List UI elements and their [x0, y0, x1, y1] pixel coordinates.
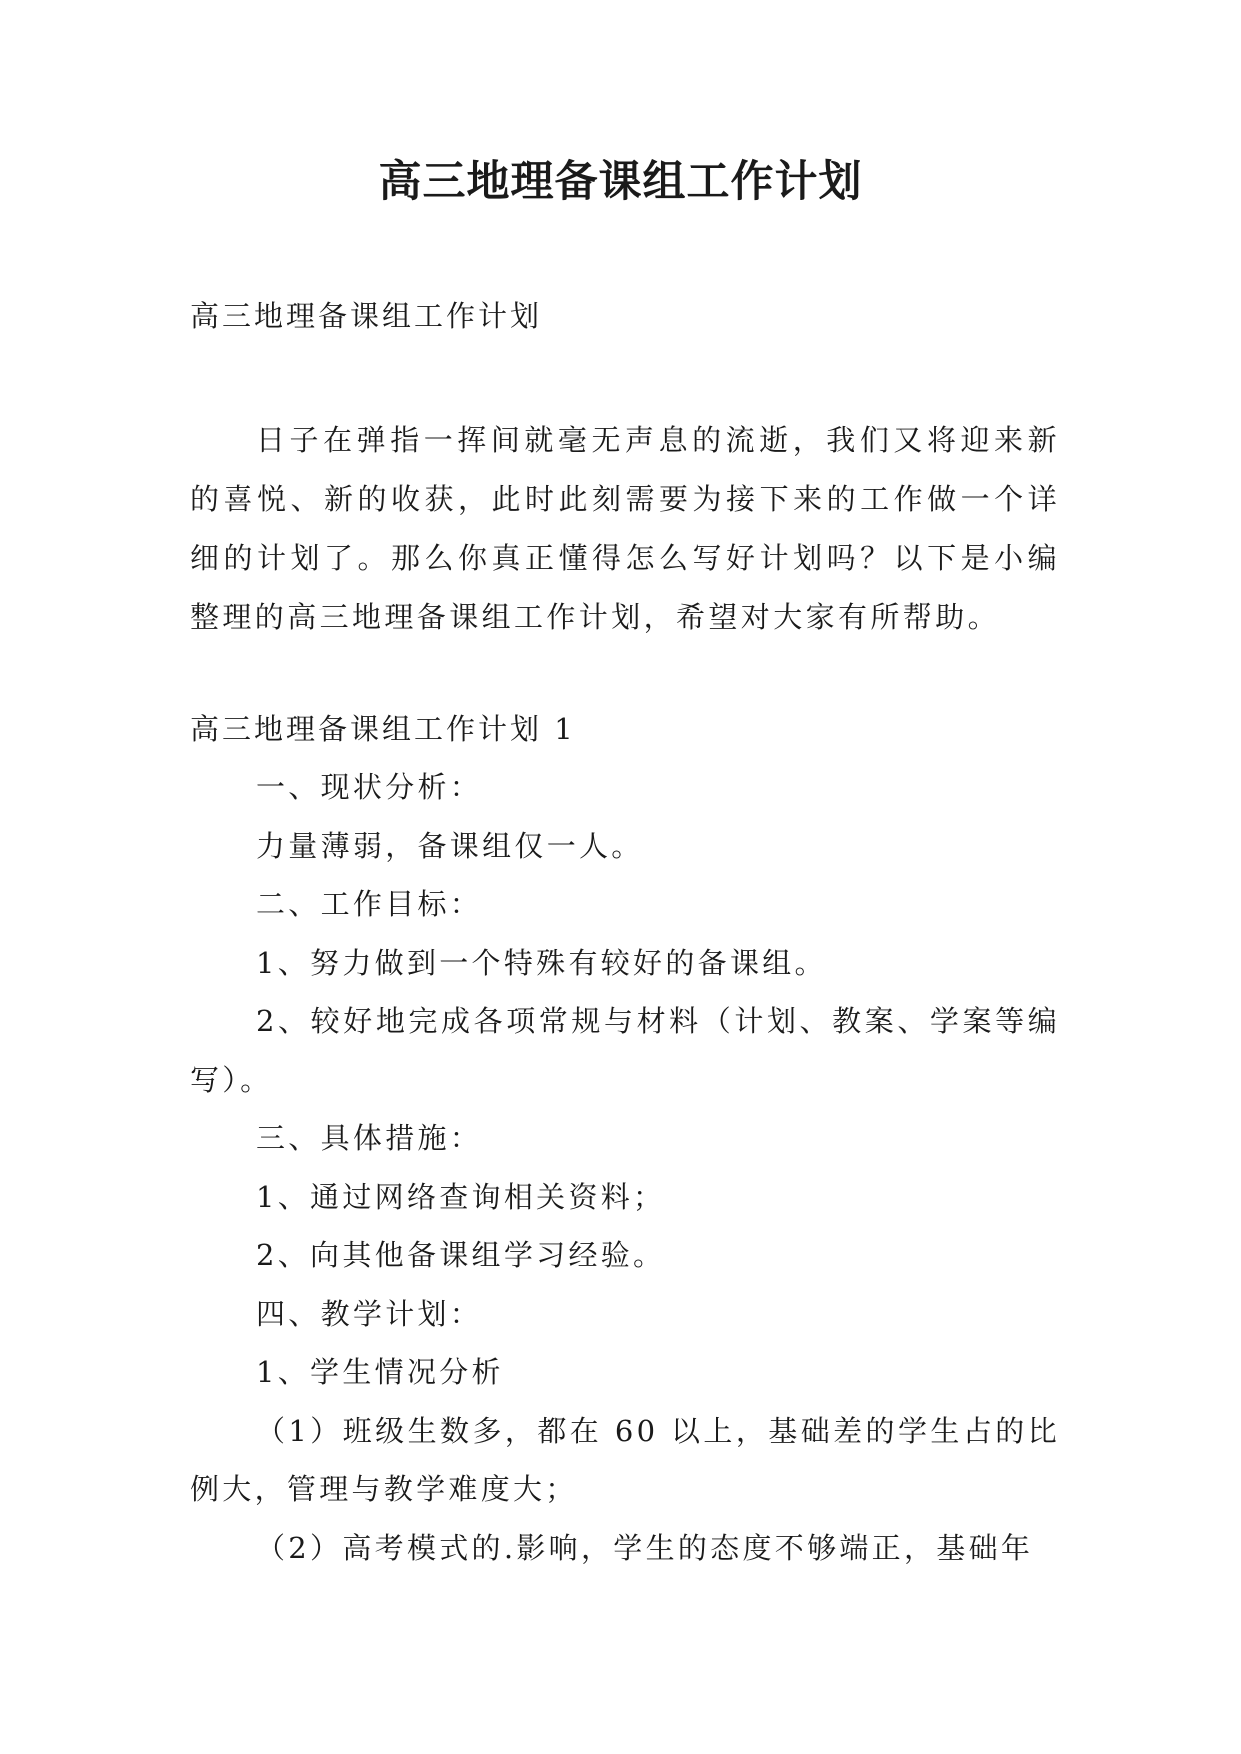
- paragraph-plan-sub-2: （2）高考模式的.影响，学生的态度不够端正，基础年: [256, 1530, 1034, 1565]
- paragraph-goals-heading: 二、工作目标：: [256, 887, 483, 921]
- section-heading: 高三地理备课组工作计划 1: [190, 712, 576, 746]
- paragraph-goal-2: 2、较好地完成各项常规与材料（计划、教案、学案等编写）。: [190, 1004, 1060, 1097]
- plan-section-1: [190, 700, 1060, 1577]
- paragraph-plan-item-1: 1、学生情况分析: [256, 1355, 504, 1389]
- paragraph-measure-1: 1、通过网络查询相关资料；: [256, 1179, 666, 1214]
- paragraph-measure-2: 2、向其他备课组学习经验。: [256, 1238, 666, 1272]
- paragraph-status-text: 力量薄弱，备课组仅一人。: [256, 828, 644, 863]
- paragraph-goal-1: 1、努力做到一个特殊有较好的备课组。: [256, 945, 827, 980]
- paragraph-plan-sub-1: （1）班级生数多，都在 60 以上，基础差的学生占的比例大，管理与教学难度大；: [190, 1413, 1060, 1506]
- intro-paragraph: 日子在弹指一挥间就毫无声息的流逝，我们又将迎来新的喜悦、新的收获，此时此刻需要为接下来的工作做一个详细的计划了。那么你真正懂得怎么写好计划吗？以下是小编整理的高三地理备课组工作计划，希望对大家有所帮助。: [190, 423, 1060, 634]
- document-subtitle: 高三地理备课组工作计划: [190, 299, 543, 333]
- paragraph-measures-heading: 三、具体措施：: [256, 1121, 483, 1155]
- document-title: 高三地理备课组工作计划: [378, 157, 863, 207]
- paragraph-status-heading: 一、现状分析：: [256, 770, 483, 804]
- paragraph-plan-heading: 四、教学计划：: [256, 1296, 483, 1331]
